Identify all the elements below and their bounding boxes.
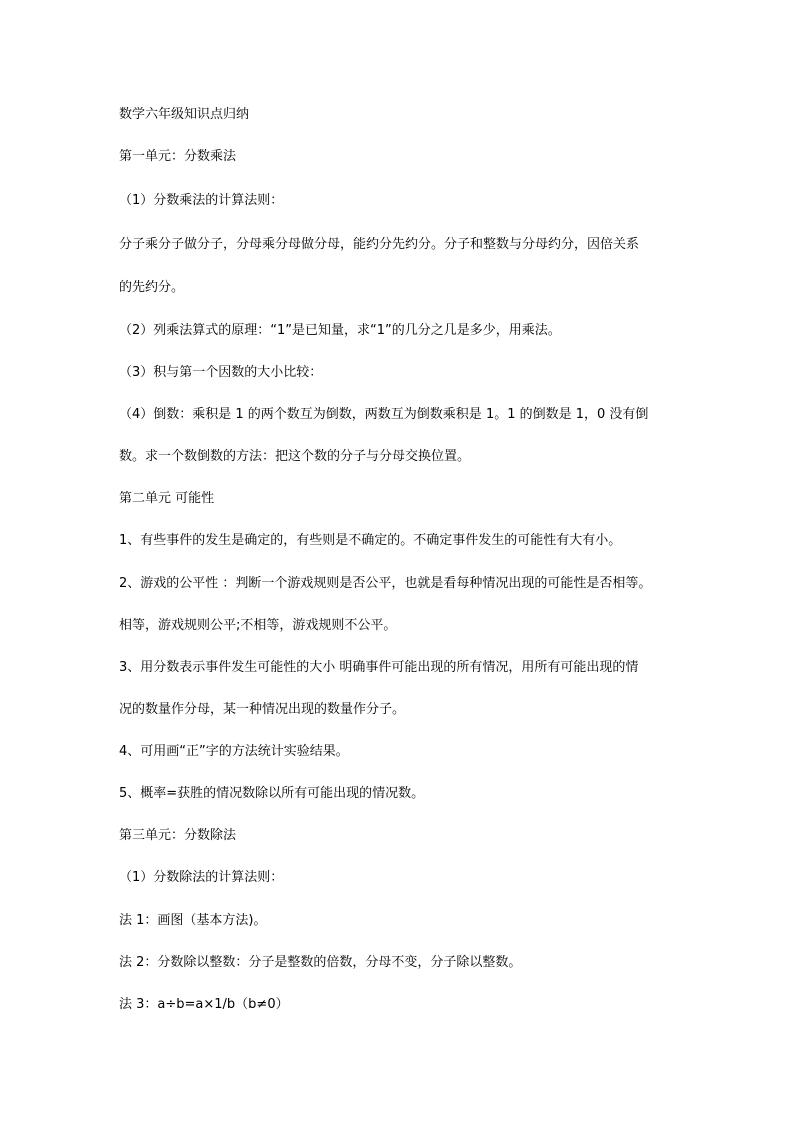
text-line: 法 3：a÷b=a×1/b（b≠0） — [119, 997, 289, 1012]
text-line: 4、可用画“正”字的方法统计实验结果。 — [119, 744, 349, 759]
text-line: （3）积与第一个因数的大小比较： — [119, 365, 323, 380]
text-line: （4）倒数：乘积是 1 的两个数互为倒数，两数互为倒数乘积是 1。1 的倒数是 1，0 没有倒 — [119, 407, 649, 422]
text-line: 1、有些事件的发生是确定的，有些则是不确定的。不确定事件发生的可能性有大有小。 — [119, 533, 622, 548]
text-line: （1）分数除法的计算法则： — [119, 870, 284, 885]
unit-2-heading: 第二单元 可能性 — [119, 491, 215, 506]
text-line: 法 2：分数除以整数：分子是整数的倍数，分母不变，分子除以整数。 — [119, 955, 522, 970]
text-line: （2）列乘法算式的原理：“1”是已知量，求“1”的几分之几是多少，用乘法。 — [119, 323, 561, 338]
text-line: 分子乘分子做分子，分母乘分母做分母，能约分先约分。分子和整数与分母约分，因倍关系 — [119, 237, 640, 252]
unit-3-heading: 第三单元：分数除法 — [119, 828, 237, 843]
text-line: 5、概率=获胜的情况数除以所有可能出现的情况数。 — [119, 786, 425, 801]
text-line: （1）分数乘法的计算法则： — [119, 193, 284, 208]
text-line: 3、用分数表示事件发生可能性的大小 明确事件可能出现的所有情况，用所有可能出现的情 — [119, 660, 639, 675]
text-line: 的先约分。 — [119, 280, 185, 295]
text-line: 数。求一个数倒数的方法：把这个数的分子与分母交换位置。 — [119, 449, 471, 464]
text-line: 相等，游戏规则公平;不相等，游戏规则不公平。 — [119, 618, 397, 633]
unit-1-heading: 第一单元：分数乘法 — [119, 149, 237, 164]
text-line: 2、游戏的公平性 ：判断一个游戏规则是否公平，也就是看每种情况出现的可能性是否相等。 — [119, 576, 652, 591]
document-title: 数学六年级知识点归纳 — [119, 107, 250, 122]
text-line: 法 1：画图（基本方法)。 — [119, 913, 267, 928]
text-line: 况的数量作分母，某一种情况出现的数量作分子。 — [119, 702, 406, 717]
